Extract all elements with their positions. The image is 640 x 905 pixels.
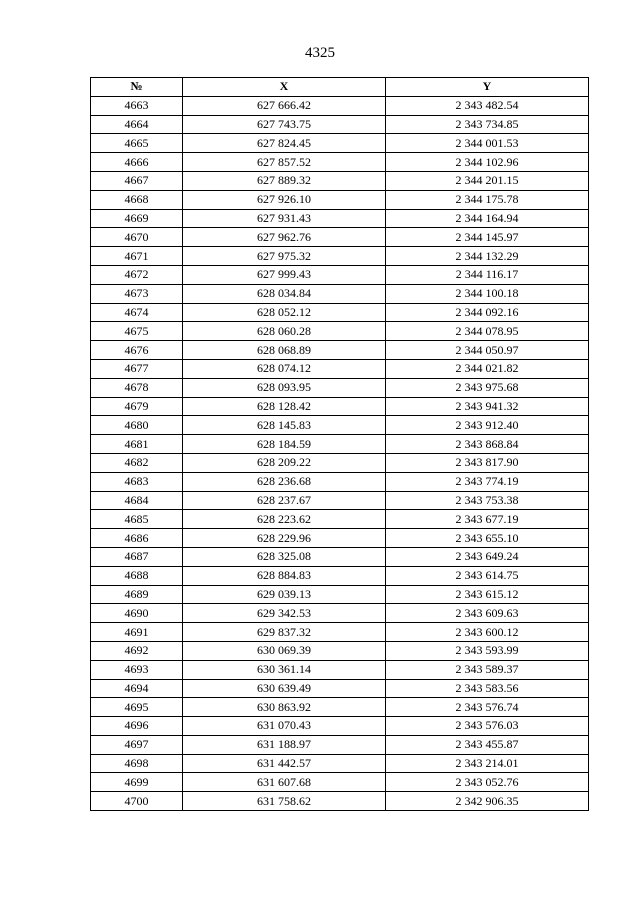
x-coordinate-cell: 631 188.97 xyxy=(183,735,386,754)
y-coordinate-cell: 2 343 912.40 xyxy=(386,416,589,435)
point-number-cell: 4697 xyxy=(91,735,183,754)
y-coordinate-cell: 2 344 145.97 xyxy=(386,228,589,247)
y-coordinate-cell: 2 343 753.38 xyxy=(386,491,589,510)
x-coordinate-cell: 628 325.08 xyxy=(183,547,386,566)
x-coordinate-cell: 630 639.49 xyxy=(183,679,386,698)
point-number-cell: 4663 xyxy=(91,96,183,115)
page-number: 4325 xyxy=(305,45,335,61)
table-row xyxy=(91,472,589,491)
point-number-cell: 4692 xyxy=(91,641,183,660)
y-coordinate-cell: 2 344 132.29 xyxy=(386,247,589,266)
x-coordinate-cell: 627 857.52 xyxy=(183,153,386,172)
table-row xyxy=(91,529,589,548)
point-number-cell: 4669 xyxy=(91,209,183,228)
table-row xyxy=(91,735,589,754)
y-coordinate-cell: 2 342 906.35 xyxy=(386,792,589,811)
y-coordinate-cell: 2 343 576.74 xyxy=(386,698,589,717)
x-coordinate-cell: 628 209.22 xyxy=(183,453,386,472)
table-row xyxy=(91,453,589,472)
table-row xyxy=(91,96,589,115)
column-header-y: Y xyxy=(386,78,589,97)
table-row xyxy=(91,265,589,284)
table-row xyxy=(91,284,589,303)
y-coordinate-cell: 2 343 615.12 xyxy=(386,585,589,604)
y-coordinate-cell: 2 344 100.18 xyxy=(386,284,589,303)
x-coordinate-cell: 627 975.32 xyxy=(183,247,386,266)
x-coordinate-cell: 628 093.95 xyxy=(183,378,386,397)
table-row xyxy=(91,190,589,209)
x-coordinate-cell: 629 342.53 xyxy=(183,604,386,623)
y-coordinate-cell: 2 343 609.63 xyxy=(386,604,589,623)
y-coordinate-cell: 2 343 600.12 xyxy=(386,623,589,642)
x-coordinate-cell: 628 884.83 xyxy=(183,566,386,585)
x-coordinate-cell: 631 070.43 xyxy=(183,717,386,736)
x-coordinate-cell: 628 060.28 xyxy=(183,322,386,341)
table-row xyxy=(91,228,589,247)
x-coordinate-cell: 627 931.43 xyxy=(183,209,386,228)
y-coordinate-cell: 2 343 052.76 xyxy=(386,773,589,792)
x-coordinate-cell: 627 889.32 xyxy=(183,171,386,190)
table-row xyxy=(91,623,589,642)
point-number-cell: 4665 xyxy=(91,134,183,153)
table-row xyxy=(91,773,589,792)
column-header-number: № xyxy=(91,78,183,97)
point-number-cell: 4689 xyxy=(91,585,183,604)
table-header xyxy=(91,78,589,97)
x-coordinate-cell: 629 837.32 xyxy=(183,623,386,642)
x-coordinate-cell: 628 229.96 xyxy=(183,529,386,548)
point-number-cell: 4695 xyxy=(91,698,183,717)
y-coordinate-cell: 2 343 576.03 xyxy=(386,717,589,736)
x-coordinate-cell: 631 758.62 xyxy=(183,792,386,811)
x-coordinate-cell: 630 361.14 xyxy=(183,660,386,679)
point-number-cell: 4688 xyxy=(91,566,183,585)
table-row xyxy=(91,641,589,660)
x-coordinate-cell: 628 184.59 xyxy=(183,435,386,454)
point-number-cell: 4666 xyxy=(91,153,183,172)
table-row xyxy=(91,303,589,322)
y-coordinate-cell: 2 343 583.56 xyxy=(386,679,589,698)
x-coordinate-cell: 628 145.83 xyxy=(183,416,386,435)
y-coordinate-cell: 2 344 021.82 xyxy=(386,359,589,378)
table-row xyxy=(91,359,589,378)
table-row xyxy=(91,604,589,623)
table-row xyxy=(91,171,589,190)
point-number-cell: 4674 xyxy=(91,303,183,322)
point-number-cell: 4671 xyxy=(91,247,183,266)
x-coordinate-cell: 627 999.43 xyxy=(183,265,386,284)
point-number-cell: 4700 xyxy=(91,792,183,811)
column-header-x: X xyxy=(183,78,386,97)
table-row xyxy=(91,585,589,604)
x-coordinate-cell: 628 236.68 xyxy=(183,472,386,491)
table-body xyxy=(91,96,589,810)
table-row xyxy=(91,754,589,773)
point-number-cell: 4686 xyxy=(91,529,183,548)
y-coordinate-cell: 2 343 482.54 xyxy=(386,96,589,115)
y-coordinate-cell: 2 343 677.19 xyxy=(386,510,589,529)
y-coordinate-cell: 2 344 050.97 xyxy=(386,341,589,360)
y-coordinate-cell: 2 343 649.24 xyxy=(386,547,589,566)
point-number-cell: 4680 xyxy=(91,416,183,435)
table-row xyxy=(91,247,589,266)
point-number-cell: 4693 xyxy=(91,660,183,679)
y-coordinate-cell: 2 344 116.17 xyxy=(386,265,589,284)
table-row xyxy=(91,322,589,341)
table-row xyxy=(91,717,589,736)
table-row xyxy=(91,378,589,397)
point-number-cell: 4670 xyxy=(91,228,183,247)
table-row xyxy=(91,547,589,566)
point-number-cell: 4687 xyxy=(91,547,183,566)
point-number-cell: 4685 xyxy=(91,510,183,529)
point-number-cell: 4673 xyxy=(91,284,183,303)
x-coordinate-cell: 629 039.13 xyxy=(183,585,386,604)
x-coordinate-cell: 628 074.12 xyxy=(183,359,386,378)
y-coordinate-cell: 2 343 455.87 xyxy=(386,735,589,754)
x-coordinate-cell: 627 743.75 xyxy=(183,115,386,134)
y-coordinate-cell: 2 344 078.95 xyxy=(386,322,589,341)
y-coordinate-cell: 2 343 941.32 xyxy=(386,397,589,416)
y-coordinate-cell: 2 344 001.53 xyxy=(386,134,589,153)
point-number-cell: 4682 xyxy=(91,453,183,472)
table-row xyxy=(91,566,589,585)
y-coordinate-cell: 2 343 614.75 xyxy=(386,566,589,585)
x-coordinate-cell: 630 863.92 xyxy=(183,698,386,717)
x-coordinate-cell: 628 068.89 xyxy=(183,341,386,360)
point-number-cell: 4691 xyxy=(91,623,183,642)
x-coordinate-cell: 628 223.62 xyxy=(183,510,386,529)
table-row xyxy=(91,134,589,153)
x-coordinate-cell: 631 442.57 xyxy=(183,754,386,773)
x-coordinate-cell: 627 962.76 xyxy=(183,228,386,247)
table-row xyxy=(91,341,589,360)
y-coordinate-cell: 2 343 975.68 xyxy=(386,378,589,397)
point-number-cell: 4683 xyxy=(91,472,183,491)
point-number-cell: 4676 xyxy=(91,341,183,360)
x-coordinate-cell: 627 824.45 xyxy=(183,134,386,153)
point-number-cell: 4684 xyxy=(91,491,183,510)
y-coordinate-cell: 2 343 774.19 xyxy=(386,472,589,491)
table-row xyxy=(91,115,589,134)
y-coordinate-cell: 2 344 102.96 xyxy=(386,153,589,172)
table-row xyxy=(91,698,589,717)
x-coordinate-cell: 627 666.42 xyxy=(183,96,386,115)
header-row xyxy=(91,78,589,97)
table-row xyxy=(91,435,589,454)
point-number-cell: 4698 xyxy=(91,754,183,773)
x-coordinate-cell: 631 607.68 xyxy=(183,773,386,792)
point-number-cell: 4694 xyxy=(91,679,183,698)
x-coordinate-cell: 628 128.42 xyxy=(183,397,386,416)
y-coordinate-cell: 2 344 175.78 xyxy=(386,190,589,209)
y-coordinate-cell: 2 344 201.15 xyxy=(386,171,589,190)
table-row xyxy=(91,209,589,228)
point-number-cell: 4667 xyxy=(91,171,183,190)
y-coordinate-cell: 2 343 868.84 xyxy=(386,435,589,454)
y-coordinate-cell: 2 343 817.90 xyxy=(386,453,589,472)
y-coordinate-cell: 2 343 589.37 xyxy=(386,660,589,679)
table-row xyxy=(91,510,589,529)
table-row xyxy=(91,792,589,811)
point-number-cell: 4672 xyxy=(91,265,183,284)
point-number-cell: 4696 xyxy=(91,717,183,736)
point-number-cell: 4668 xyxy=(91,190,183,209)
point-number-cell: 4699 xyxy=(91,773,183,792)
y-coordinate-cell: 2 343 734.85 xyxy=(386,115,589,134)
point-number-cell: 4679 xyxy=(91,397,183,416)
table-row xyxy=(91,416,589,435)
point-number-cell: 4678 xyxy=(91,378,183,397)
x-coordinate-cell: 628 237.67 xyxy=(183,491,386,510)
point-number-cell: 4664 xyxy=(91,115,183,134)
table-row xyxy=(91,153,589,172)
y-coordinate-cell: 2 343 593.99 xyxy=(386,641,589,660)
x-coordinate-cell: 630 069.39 xyxy=(183,641,386,660)
y-coordinate-cell: 2 344 164.94 xyxy=(386,209,589,228)
point-number-cell: 4681 xyxy=(91,435,183,454)
point-number-cell: 4690 xyxy=(91,604,183,623)
table-row xyxy=(91,679,589,698)
x-coordinate-cell: 628 034.84 xyxy=(183,284,386,303)
x-coordinate-cell: 628 052.12 xyxy=(183,303,386,322)
table-row xyxy=(91,660,589,679)
table-row xyxy=(91,491,589,510)
x-coordinate-cell: 627 926.10 xyxy=(183,190,386,209)
point-number-cell: 4677 xyxy=(91,359,183,378)
table-row xyxy=(91,397,589,416)
y-coordinate-cell: 2 344 092.16 xyxy=(386,303,589,322)
point-number-cell: 4675 xyxy=(91,322,183,341)
y-coordinate-cell: 2 343 214.01 xyxy=(386,754,589,773)
coordinates-table xyxy=(90,77,589,811)
y-coordinate-cell: 2 343 655.10 xyxy=(386,529,589,548)
